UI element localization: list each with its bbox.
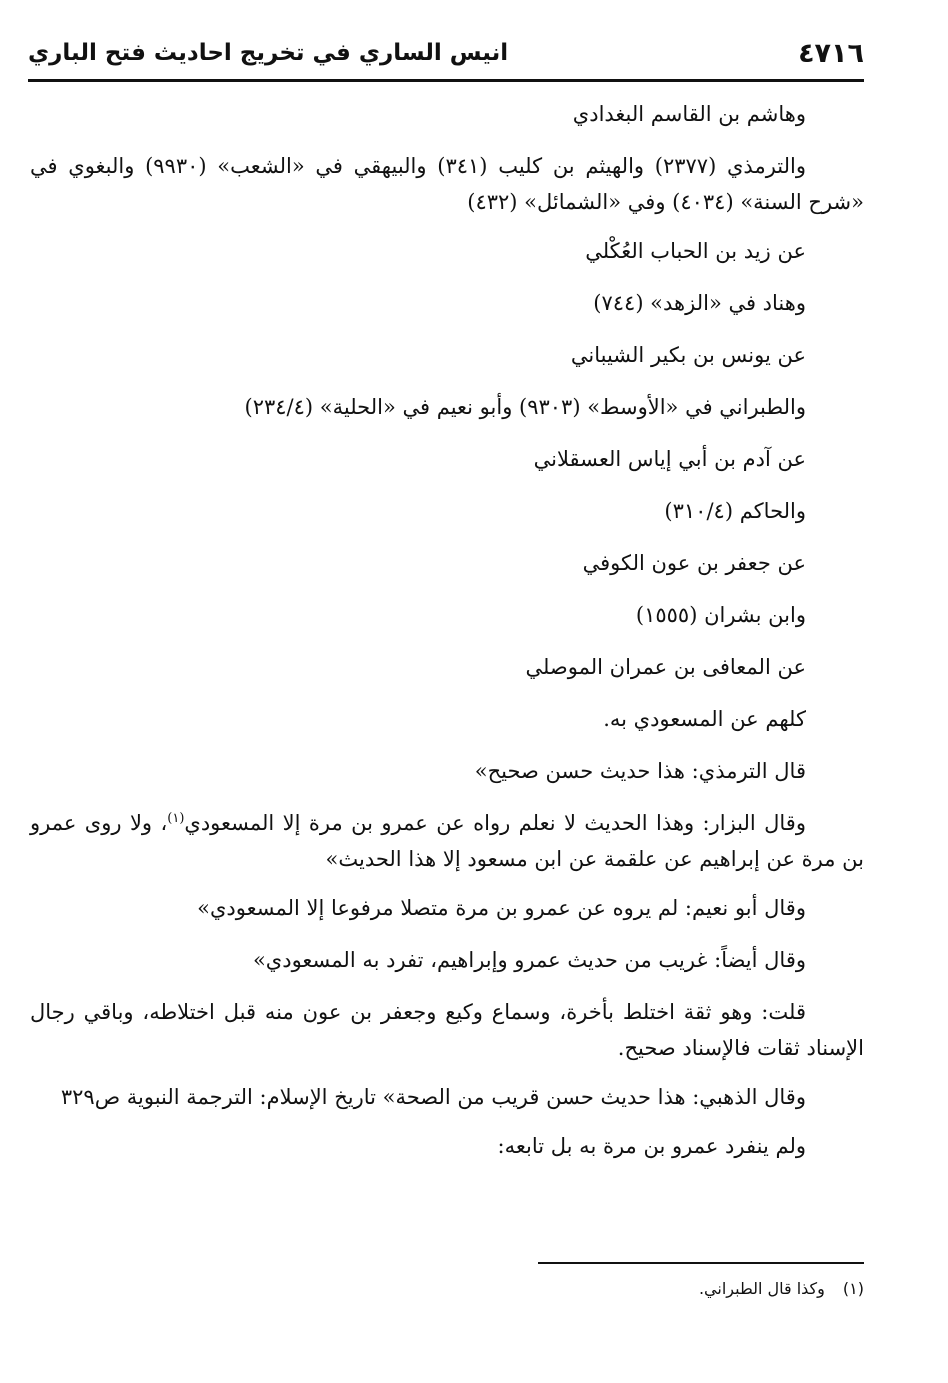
- paragraph: قال الترمذي: هذا حديث حسن صحيح»: [474, 759, 806, 783]
- footnote-marker: (١): [167, 811, 185, 826]
- paragraph: وقال الذهبي: هذا حديث حسن قريب من الصحة» تاريخ الإسلام: الترجمة النبوية ص٣٢٩: [60, 1085, 806, 1109]
- paragraph: عن جعفر بن عون الكوفي: [582, 551, 806, 575]
- footnote-number: (١): [842, 1279, 864, 1298]
- paragraph: والترمذي (٢٣٧٧) والهيثم بن كليب (٣٤١) والبيهقي في «الشعب» (٩٩٣٠) والبغوي في «شرح السنة» (٤٠٣٤) وفي «الشمائل» (٤٣٢): [30, 154, 864, 214]
- footnote: [300, 1276, 864, 1302]
- running-header: [28, 36, 864, 76]
- paragraph: قلت: وهو ثقة اختلط بأخرة، وسماع وكيع وجعفر بن عون منه قبل اختلاطه، وباقي رجال الإسناد ثقات فالإسناد صحيح.: [30, 1000, 864, 1060]
- bazzar-paragraph: [30, 805, 864, 877]
- main-text: [30, 96, 864, 1180]
- paragraph: والحاكم (٣١٠/٤): [664, 499, 806, 523]
- paragraph: وقال أبو نعيم: لم يروه عن عمرو بن مرة متصلا مرفوعا إلا المسعودي»: [197, 896, 806, 920]
- paragraph: عن يونس بن بكير الشيباني: [570, 343, 806, 367]
- paragraph: ولم ينفرد عمرو بن مرة به بل تابعه:: [497, 1134, 806, 1158]
- paragraph: والطبراني في «الأوسط» (٩٣٠٣) وأبو نعيم في «الحلية» (٢٣٤/٤): [244, 395, 806, 419]
- book-title: انيس الساري في تخريج احاديث فتح الباري: [28, 40, 509, 66]
- page-number: ٤٧١٦: [798, 38, 864, 69]
- paragraph: وابن بشران (١٥٥٥): [635, 603, 806, 627]
- bazzar-text-before: وقال البزار: وهذا الحديث لا نعلم رواه عن عمرو بن مرة إلا المسعودي: [184, 811, 806, 835]
- footnote-rule: [538, 1262, 864, 1264]
- paragraph: وقال أيضاً: غريب من حديث عمرو وإبراهيم، تفرد به المسعودي»: [252, 948, 806, 972]
- footnote-text: وكذا قال الطبراني.: [698, 1279, 825, 1298]
- bazzar-text-after: ، ولا روى عمرو بن مرة عن إبراهيم عن علقمة عن ابن مسعود إلا هذا الحديث»: [30, 811, 864, 871]
- paragraph: وهاشم بن القاسم البغدادي: [572, 102, 806, 126]
- paragraph: عن زيد بن الحباب العُكْلي: [585, 239, 806, 263]
- paragraph: عن آدم بن أبي إياس العسقلاني: [533, 447, 806, 471]
- paragraph: وهناد في «الزهد» (٧٤٤): [593, 291, 806, 315]
- header-rule: [28, 79, 864, 82]
- paragraph: كلهم عن المسعودي به.: [603, 707, 806, 731]
- paragraph: عن المعافى بن عمران الموصلي: [525, 655, 806, 679]
